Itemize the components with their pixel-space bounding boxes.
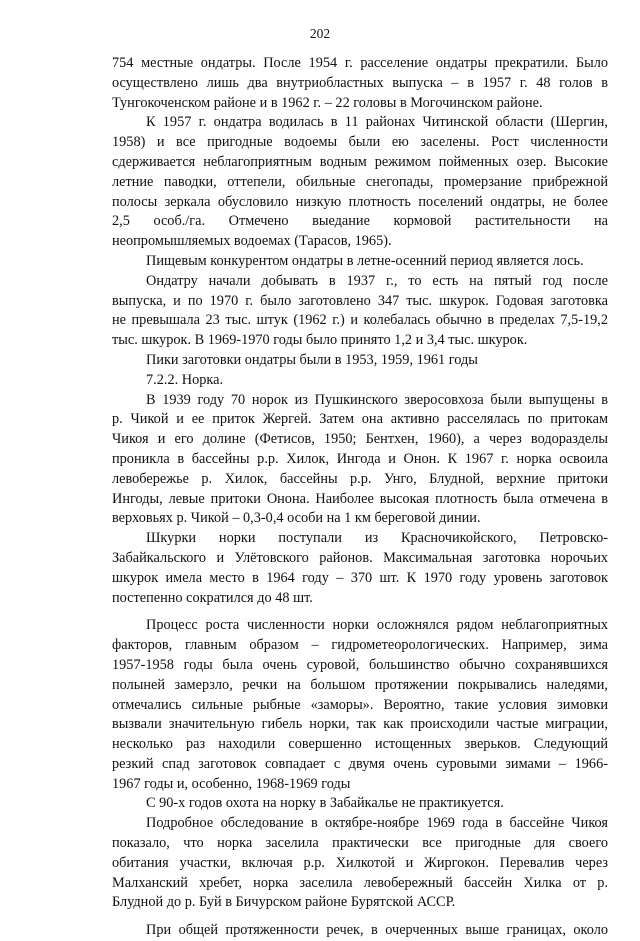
text-line: не превышала 23 тыс. штук (1962 г.) и колебалась обычно в пределах 7,5-19,2 [112,312,608,329]
text-line: Блудной до р. Буй в Бичурском районе Бурятской АССР. [112,894,456,911]
text-line: В 1939 году 70 норок из Пушкинского зверосовхоза были выпущены в [146,391,608,408]
text-line: выпуска, и по 1970 г. было заготовлено 347 тыс. шкурок. Годовая заготовка [112,292,608,309]
text-line: Пищевым конкурентом ондатры в летне-осенний период является лось. [146,252,584,269]
text-line: Чикоя и его долине (Фетисов, 1950; Бентхен, 1960), а через водоразделы [112,431,608,448]
text-line: Малханский хребет, норка заселила левобережный бассейн Хилка от р. [112,874,608,891]
text-line: неопромышляемых водоемах (Тарасов, 1965). [112,233,392,250]
text-line: левобережье р. Хилок, бассейны р.р. Унго, Блудной, верхние притоки [112,470,608,487]
text-line: При общей протяженности речек, в очерченных выше границах, около [146,922,608,939]
text-line: осуществлено лишь два внутриобластных выпуска – в 1957 г. 48 голов в [112,74,608,91]
text-line: резкий спад заготовок совпадает с двумя очень суровыми зимами – 1966- [112,755,608,772]
text-line: С 90-х годов охота на норку в Забайкалье не практикуется. [146,795,504,812]
text-line: шкурок имела место в 1964 году – 370 шт. К 1970 году уровень заготовок [112,569,608,586]
text-line: 1957-1958 годы была очень суровой, большинство обычно сохранявшихся [112,656,608,673]
text-line: постепенно сократился до 48 шт. [112,589,313,606]
page-number: 202 [309,26,331,41]
text-line: 754 местные ондатры. После 1954 г. расселение ондатры прекратили. Было [112,55,608,71]
text-line: 7.2.2. Норка. [146,371,224,388]
text-line: проникла в бассейны р.р. Хилок, Ингода и Онон. К 1967 г. норка освоила [112,450,608,467]
text-line: 2,5 особ./га. Отмечено выедание кормовой растительности на [112,213,608,230]
text-line: 1958) и все пригодные водоемы были ею заселены. Рост численности [112,134,608,151]
text-line: Тунгокоченском районе и в 1962 г. – 22 головы в Могочинском районе. [112,94,543,111]
text-line: Подробное обследование в октябре-ноябре 1969 года в бассейне Чикоя [146,815,608,832]
text-line: несколько раз находили совершенно истощенных зверьков. Следующий [112,736,608,753]
text-line: отмечались сильные рыбные «заморы». Вероятно, такие условия зимовки [112,696,608,713]
text-line: тыс. шкурок. В 1969-1970 годы было принято 1,2 и 3,4 тыс. шкурок. [112,332,528,349]
text-line: верховьях р. Чикой – 0,3-0,4 особи на 1 км береговой динии. [112,510,481,527]
text-line: Шкурки норки поступали из Красночикойского, Петровско- [146,530,608,547]
text-line: р. Чикой и ее приток Жергей. Затем она активно расселялась по притокам [112,411,608,428]
body-text [112,54,608,941]
text-line: К 1957 г. ондатра водилась в 11 районах Читинской области (Шергин, [146,114,608,131]
text-line: Пики заготовки ондатры были в 1953, 1959, 1961 годы [146,351,478,368]
text-line: Ингоды, левые притоки Онона. Наиболее высокая плотность была отмечена в [112,490,608,507]
text-line: факторов, главным образом – гидрометеорологических. Например, зима [112,637,608,654]
text-line: полыней замерзло, речки на большом протяжении покрывались наледями, [112,676,608,693]
text-line: летние паводки, оттепели, обильные снегопады, промерзание прибрежной [112,173,608,190]
text-line: обитания участки, включая р.р. Хилкотой и Жиргокон. Перевалив через [112,854,608,871]
text-line: показало, что норка заселила практически все пригодные для своего [112,835,608,852]
text-line: 1967 годы и, особенно, 1968-1969 годы [112,775,351,792]
text-line: сдерживается неблагоприятным водным режимом пойменных озер. Высокие [112,153,608,170]
text-line: Ондатру начали добывать в 1937 г., то есть на пятый год после [146,272,608,289]
text-line: вызвали значительную гибель норки, так как происходили частые миграции, [112,716,608,733]
text-line: Забайкальского и Улётовского районов. Максимальная заготовка норочьих [112,549,608,566]
text-line: полосы зеркала обусловило низкую плотность поселений ондатры, не более [112,193,608,210]
text-line: Процесс роста численности норки осложнялся рядом неблагоприятных [146,617,608,634]
